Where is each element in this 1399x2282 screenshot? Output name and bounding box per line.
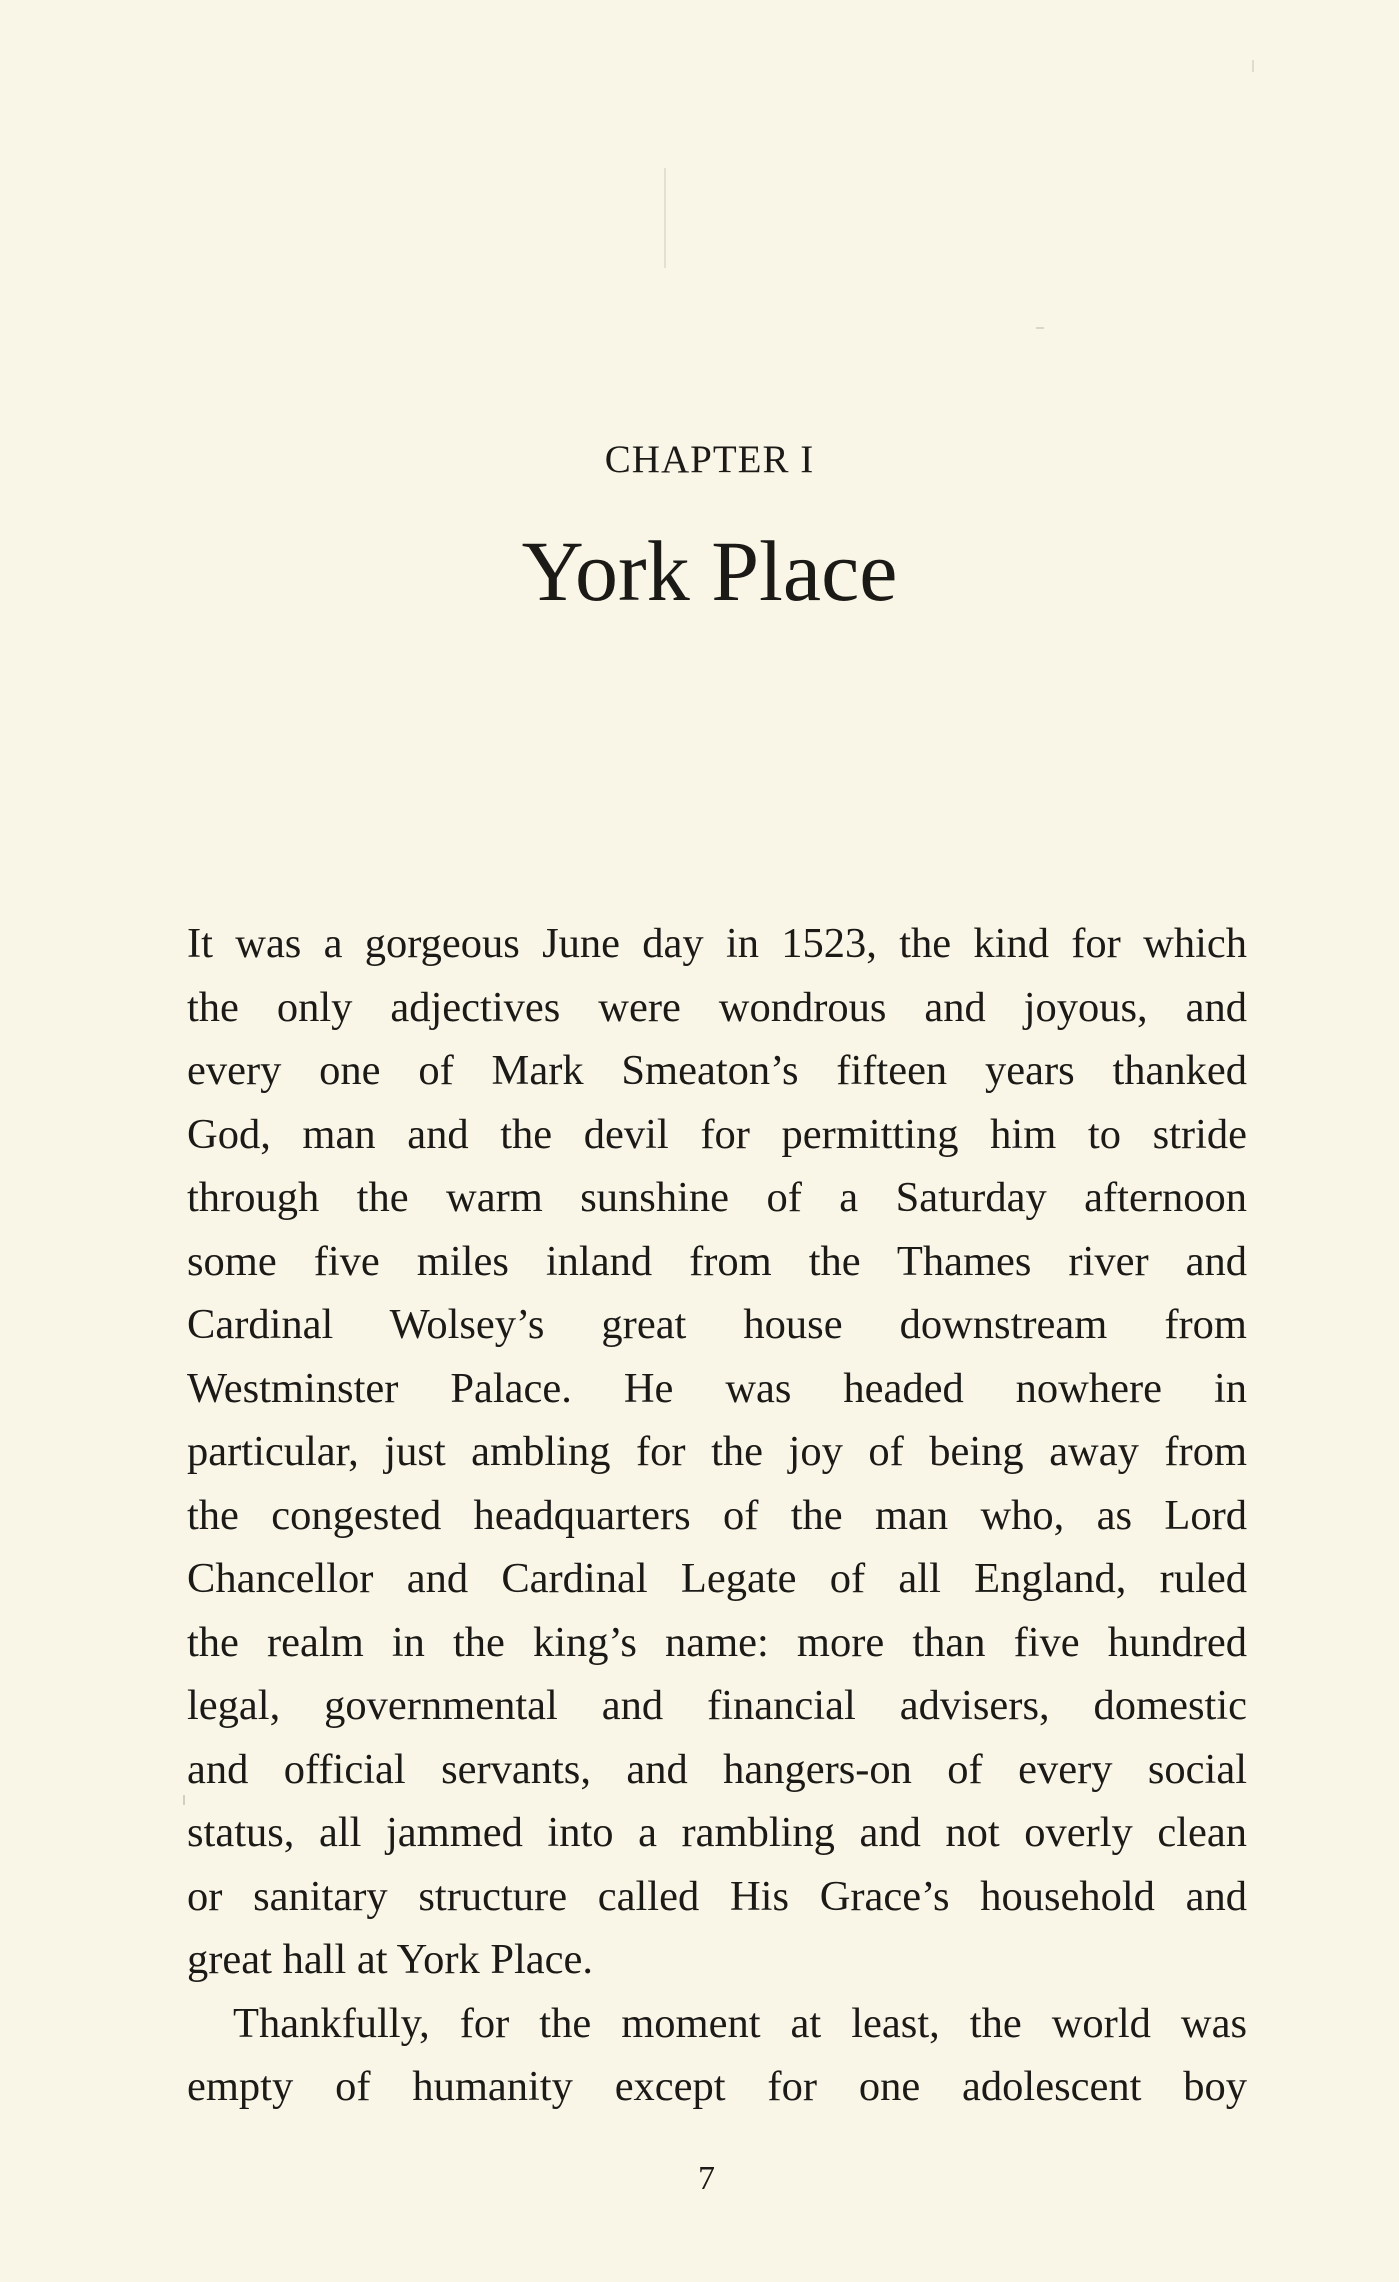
- chapter-body-text: [187, 912, 1247, 2119]
- text-line: or sanitary structure called His Grace’s household and: [187, 1872, 1247, 1920]
- text-line: some five miles inland from the Thames river and: [187, 1237, 1247, 1285]
- text-line: It was a gorgeous June day in 1523, the kind for which: [187, 920, 1247, 967]
- paragraph-first-line: Thankfully, for the moment at least, the world was: [233, 1999, 1247, 2047]
- text-line: great hall at York Place.: [187, 1936, 594, 1983]
- text-line: particular, just ambling for the joy of being away from: [187, 1428, 1247, 1475]
- text-line: legal, governmental and financial advisers, domestic: [187, 1682, 1247, 1729]
- paper-speck: [183, 1795, 185, 1805]
- text-line: the only adjectives were wondrous and joyous, and: [187, 983, 1247, 1031]
- text-line: status, all jammed into a rambling and not overly clean: [187, 1809, 1247, 1856]
- paper-speck: [1252, 60, 1254, 72]
- text-line: God, man and the devil for permitting him to stride: [187, 1110, 1247, 1158]
- page-number: 7: [698, 2160, 715, 2197]
- text-line: through the warm sunshine of a Saturday afternoon: [187, 1174, 1247, 1221]
- paper-speck: [1036, 327, 1044, 329]
- text-line: empty of humanity except for one adolescent boy: [187, 2063, 1247, 2110]
- paper-speck: [664, 168, 666, 268]
- text-line: Cardinal Wolsey’s great house downstream from: [187, 1301, 1247, 1348]
- text-line: Westminster Palace. He was headed nowhere in: [187, 1364, 1247, 1412]
- text-line: the realm in the king’s name: more than five hundred: [187, 1618, 1247, 1666]
- text-line: Chancellor and Cardinal Legate of all England, ruled: [187, 1555, 1247, 1602]
- text-line: every one of Mark Smeaton’s fifteen years thanked: [187, 1047, 1247, 1094]
- text-line: the congested headquarters of the man who, as Lord: [187, 1491, 1247, 1539]
- chapter-title: York Place: [521, 523, 898, 619]
- chapter-number: CHAPTER I: [604, 438, 815, 481]
- text-line: and official servants, and hangers-on of every social: [187, 1745, 1247, 1793]
